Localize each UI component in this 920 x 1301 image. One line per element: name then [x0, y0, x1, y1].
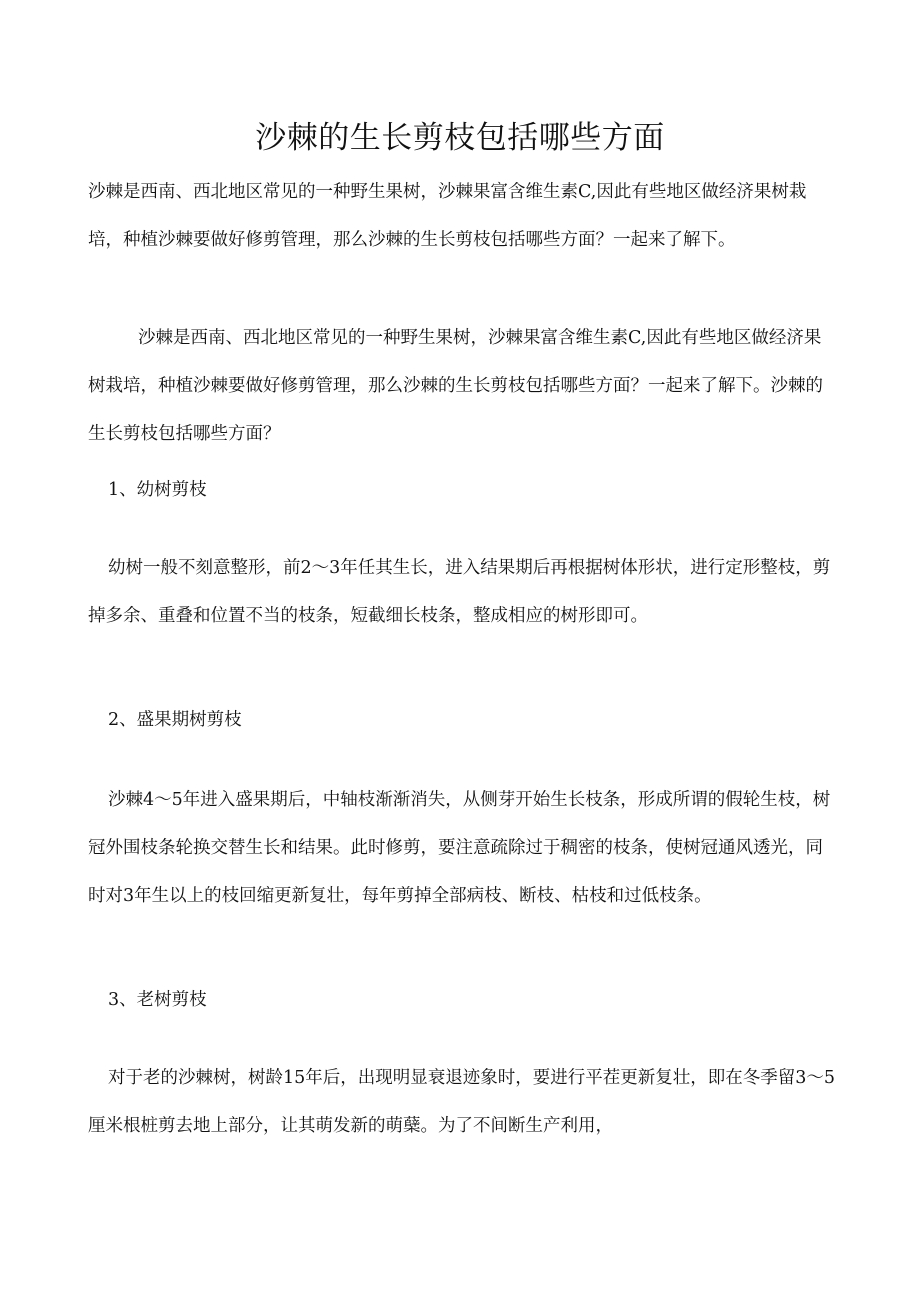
section-text-old-tree: 对于老的沙棘树，树龄15年后，出现明显衰退迹象时，要进行平茬更新复壮，即在冬季留3～5厘米根桩剪去地上部分，让其萌发新的萌蘖。为了不间断生产利用， — [88, 1068, 836, 1136]
section-heading-young-tree: 1、幼树剪枝 — [108, 480, 207, 500]
intro-paragraph: 沙棘是西南、西北地区常见的一种野生果树，沙棘果富含维生素C,因此有些地区做经济果树栽培，种植沙棘要做好修剪管理，那么沙棘的生长剪枝包括哪些方面？一起来了解下。 — [88, 182, 807, 250]
section-heading-fruiting-tree: 2、盛果期树剪枝 — [108, 710, 242, 730]
section-text-young-tree: 幼树一般不刻意整形，前2～3年任其生长，进入结果期后再根据树体形状，进行定形整枝，剪掉多余、重叠和位置不当的枝条，短截细长枝条，整成相应的树形即可。 — [88, 558, 831, 626]
page-title: 沙棘的生长剪枝包括哪些方面 — [255, 120, 665, 156]
repeat-paragraph: 沙棘是西南、西北地区常见的一种野生果树，沙棘果富含维生素C,因此有些地区做经济果树栽培，种植沙棘要做好修剪管理，那么沙棘的生长剪枝包括哪些方面？一起来了解下。沙棘的生长剪枝包括哪些方面？ — [88, 328, 823, 444]
section-text-fruiting-tree: 沙棘4～5年进入盛果期后，中轴枝渐渐消失，从侧芽开始生长枝条，形成所谓的假轮生枝，树冠外围枝条轮换交替生长和结果。此时修剪，要注意疏除过于稠密的枝条，使树冠通风透光，同时对3年生以上的枝回缩更新复壮，每年剪掉全部病枝、断枝、枯枝和过低枝条。 — [88, 790, 831, 906]
section-heading-old-tree: 3、老树剪枝 — [108, 990, 207, 1010]
